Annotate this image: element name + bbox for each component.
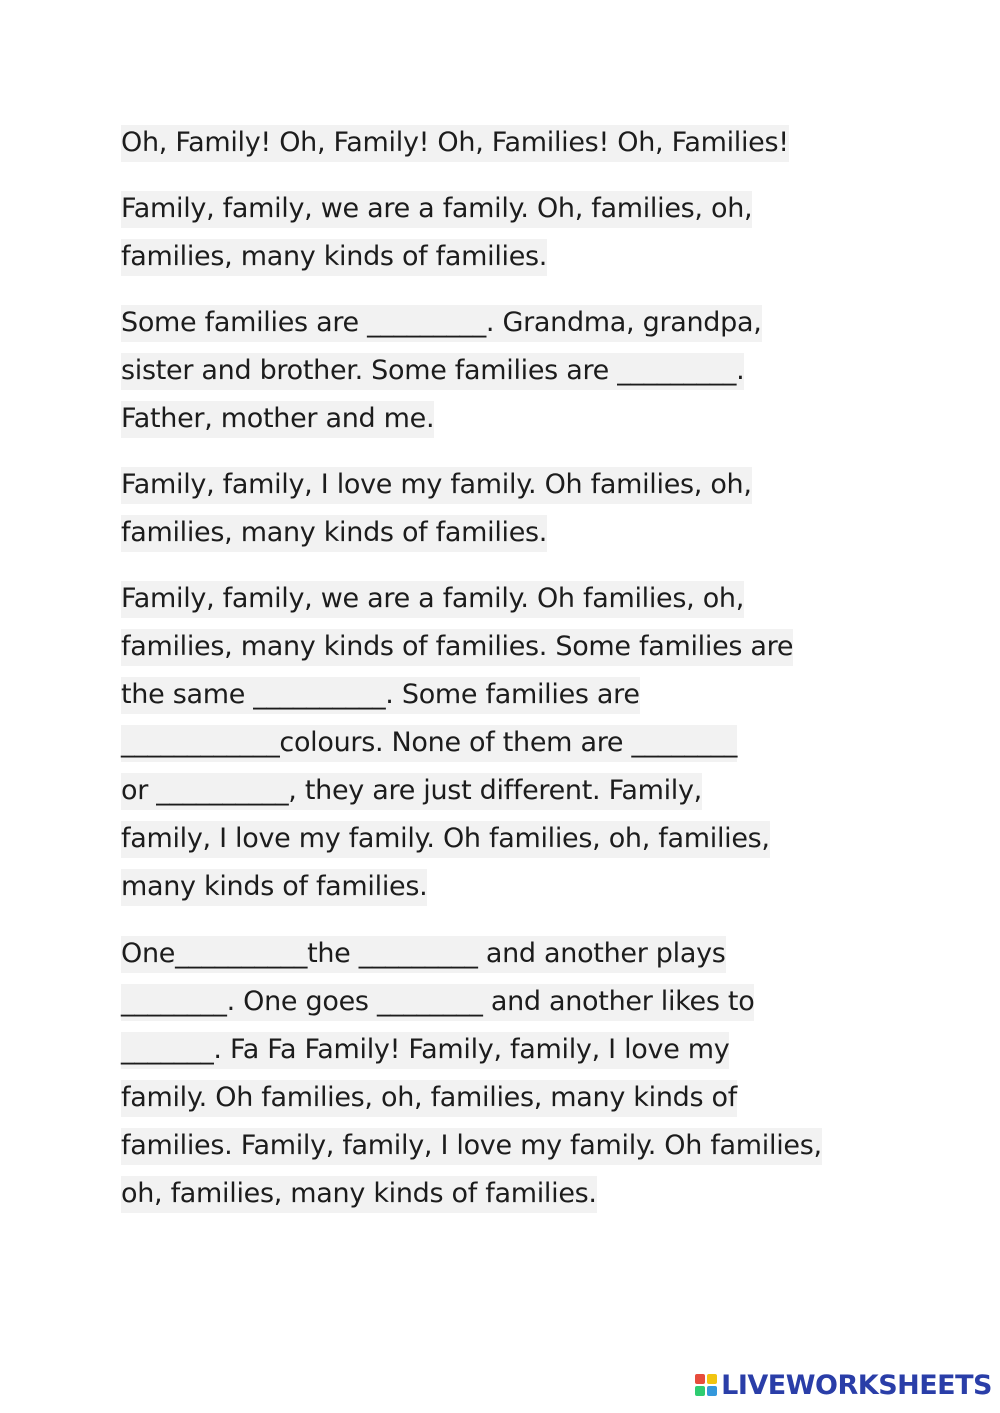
text-line: ________. One goes ________ and another likes to <box>121 978 891 1026</box>
logo-text: LIVEWORKSHEETS <box>721 1369 992 1401</box>
liveworksheets-logo[interactable] <box>695 1365 992 1405</box>
text-line: many kinds of families. <box>121 863 891 911</box>
text-line: sister and brother. Some families are _________. <box>121 347 891 395</box>
text-line: ____________colours. None of them are ________ <box>121 719 891 767</box>
text-line: the same __________. Some families are <box>121 671 891 719</box>
text-line: Family, family, I love my family. Oh families, oh, <box>121 461 891 509</box>
text-line: Father, mother and me. <box>121 395 891 443</box>
text-line: _______. Fa Fa Family! Family, family, I love my <box>121 1026 891 1074</box>
paragraph-2 <box>121 185 891 281</box>
text-line: family. Oh families, oh, families, many kinds of <box>121 1074 891 1122</box>
text-line: Family, family, we are a family. Oh families, oh, <box>121 575 891 623</box>
text-line: Family, family, we are a family. Oh, families, oh, <box>121 185 891 233</box>
paragraph-3 <box>121 299 891 443</box>
paragraph-1 <box>121 119 891 167</box>
paragraph-6 <box>121 930 891 1218</box>
text-line: families, many kinds of families. Some families are <box>121 623 891 671</box>
paragraph-5 <box>121 575 891 911</box>
paragraph-4 <box>121 461 891 557</box>
text-line: Oh, Family! Oh, Family! Oh, Families! Oh, Families! <box>121 119 891 167</box>
text-line: families. Family, family, I love my family. Oh families, <box>121 1122 891 1170</box>
text-line: Some families are _________. Grandma, grandpa, <box>121 299 891 347</box>
text-line: families, many kinds of families. <box>121 509 891 557</box>
liveworksheets-logo-icon <box>695 1374 717 1396</box>
text-line: or __________, they are just different. Family, <box>121 767 891 815</box>
text-line: One__________the _________ and another plays <box>121 930 891 978</box>
text-line: family, I love my family. Oh families, oh, families, <box>121 815 891 863</box>
text-line: oh, families, many kinds of families. <box>121 1170 891 1218</box>
text-line: families, many kinds of families. <box>121 233 891 281</box>
